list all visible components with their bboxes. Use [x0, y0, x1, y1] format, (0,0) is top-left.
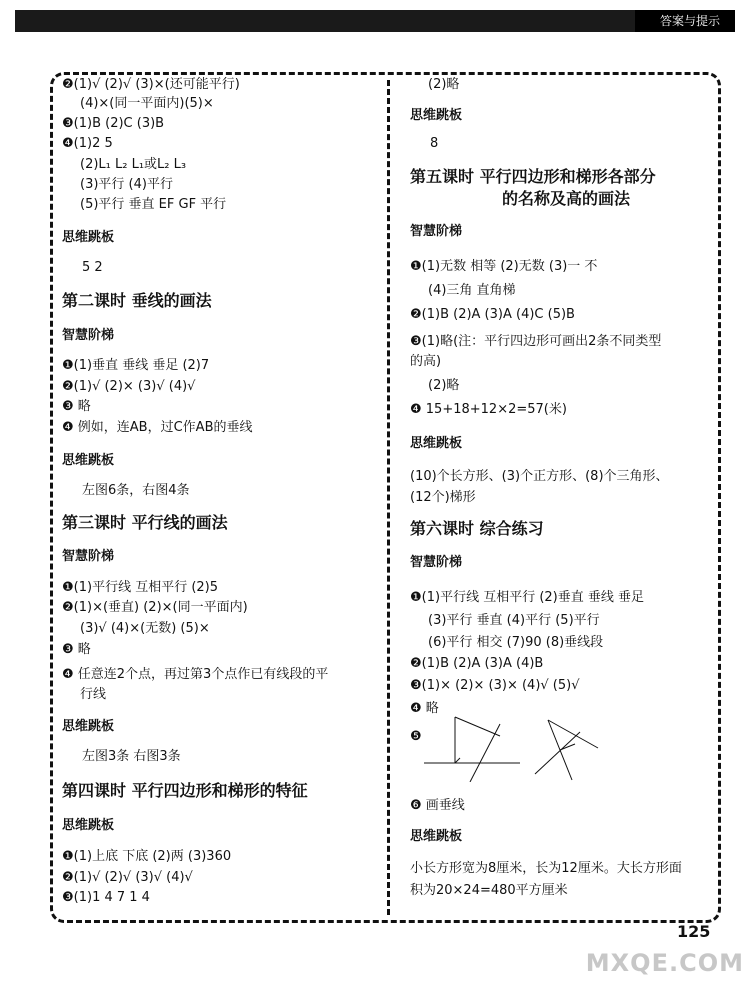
answer-line: 左图3条 右图3条 [82, 749, 181, 764]
answer-line: (2)略 [428, 77, 460, 92]
answer-line: ❸ 略 [62, 642, 91, 657]
answer-line: 行线 [80, 687, 107, 702]
lesson-title: 第三课时 平行线的画法 [62, 513, 228, 532]
answer-line: 小长方形宽为8厘米，长为12厘米。大长方形面 [410, 861, 682, 876]
answer-line: ❸(1)B (2)C (3)B [62, 116, 165, 131]
answer-line: ❶(1)垂直 垂线 垂足 (2)7 [62, 358, 210, 373]
answer-line: (3)平行 垂直 (4)平行 (5)平行 [428, 613, 600, 628]
answer-line: ❻ 画垂线 [410, 798, 465, 813]
section-heading: 思维跳板 [410, 829, 463, 844]
answer-line: ❶(1)无数 相等 (2)无数 (3)一 不 [410, 259, 598, 274]
answer-line: ❸(1)1 4 7 1 4 [62, 890, 150, 905]
answer-line: ❹ 例如，连AB，过C作AB的垂线 [62, 420, 253, 435]
answer-line: (5)平行 垂直 EF GF 平行 [80, 197, 227, 212]
diagram-line [535, 732, 580, 774]
answer-line: 5 2 [82, 260, 103, 275]
answer-line: ❷(1)B (2)A (3)A (4)B [410, 656, 544, 671]
answer-line: ❶(1)平行线 互相平行 (2)垂直 垂线 垂足 [410, 590, 645, 605]
section-heading: 智慧阶梯 [62, 328, 115, 343]
answer-line: ❺ [410, 729, 422, 744]
answer-line: (12个)梯形 [410, 490, 476, 505]
section-heading: 思维跳板 [410, 436, 463, 451]
answer-line: ❶(1)平行线 互相平行 (2)5 [62, 580, 219, 595]
answer-line: ❷(1)B (2)A (3)A (4)C (5)B [410, 307, 575, 322]
diagram-line [560, 744, 575, 750]
diagram-line [455, 758, 460, 763]
column-divider [387, 80, 390, 915]
section-heading: 思维跳板 [62, 453, 115, 468]
answer-line: ❷(1)√ (2)√ (3)×(还可能平行) [62, 77, 240, 92]
answer-line: ❹ 15+18+12×2=57(米) [410, 402, 567, 417]
lesson-title: 第二课时 垂线的画法 [62, 291, 212, 310]
answer-line: ❷(1)√ (2)× (3)√ (4)√ [62, 379, 196, 394]
answer-line: ❸ 略 [62, 399, 91, 414]
answer-line: 8 [430, 136, 439, 151]
lesson-title: 第六课时 综合练习 [410, 519, 544, 538]
lesson-title: 第五课时 平行四边形和梯形各部分 [410, 167, 656, 186]
answer-line: ❷(1)×(垂直) (2)×(同一平面内) [62, 600, 248, 615]
diagram-line [548, 720, 598, 748]
answer-line: ❹(1)2 5 [62, 136, 113, 151]
answer-line: (6)平行 相交 (7)90 (8)垂线段 [428, 635, 604, 650]
answer-line: (10)个长方形、(3)个正方形、(8)个三角形、 [410, 469, 669, 484]
header-label: 答案与提示 [659, 14, 720, 28]
answer-line: 左图6条，右图4条 [82, 483, 190, 498]
answer-line: ❸(1)× (2)× (3)× (4)√ (5)√ [410, 678, 580, 693]
geometry-diagram [410, 712, 610, 782]
diagram-line [455, 717, 500, 736]
section-heading: 智慧阶梯 [410, 224, 463, 239]
answer-line: (2)略 [428, 378, 460, 393]
answer-line: (3)√ (4)×(无数) (5)× [80, 621, 210, 636]
header-band [15, 10, 735, 32]
lesson-title-cont: 的名称及高的画法 [502, 189, 631, 208]
answer-line: (4)×(同一平面内)(5)× [80, 96, 214, 111]
answer-line: ❷(1)√ (2)√ (3)√ (4)√ [62, 870, 193, 885]
section-heading: 智慧阶梯 [62, 549, 115, 564]
section-heading: 思维跳板 [410, 108, 463, 123]
page-header [0, 0, 750, 40]
answer-line: (4)三角 直角梯 [428, 283, 516, 298]
answer-line: ❸(1)略(注：平行四边形可画出2条不同类型 [410, 334, 662, 349]
answer-line: ❹ 略 [410, 701, 439, 716]
section-heading: 思维跳板 [62, 818, 115, 833]
page-number: 125 [677, 922, 711, 941]
answer-line: ❹ 任意连2个点，再过第3个点作已有线段的平 [62, 667, 329, 682]
answer-line: ❶(1)上底 下底 (2)两 (3)360 [62, 849, 232, 864]
diagram-line [470, 724, 500, 782]
lesson-title: 第四课时 平行四边形和梯形的特征 [62, 781, 308, 800]
section-heading: 思维跳板 [62, 719, 115, 734]
answer-line: (3)平行 (4)平行 [80, 177, 173, 192]
answer-line: (2)L₁ L₂ L₁或L₂ L₃ [80, 157, 187, 172]
answer-line: 积为20×24=480平方厘米 [410, 883, 568, 898]
section-heading: 思维跳板 [62, 230, 115, 245]
section-heading: 智慧阶梯 [410, 555, 463, 570]
answer-line: 的高) [410, 354, 442, 369]
watermark: MXQE.COM [585, 949, 744, 977]
